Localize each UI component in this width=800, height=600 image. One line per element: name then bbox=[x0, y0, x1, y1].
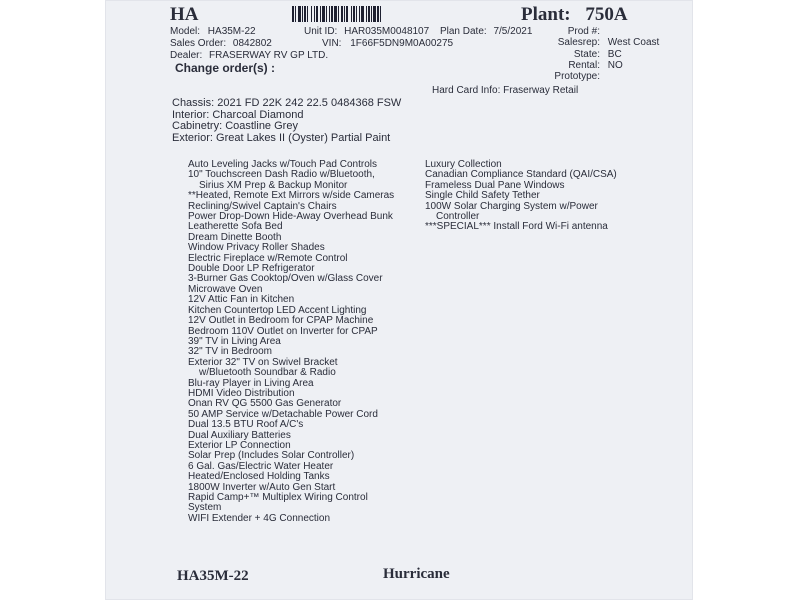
salesrep-value: West Coast bbox=[607, 37, 660, 49]
list-item: Electric Fireplace w/Remote Control bbox=[188, 252, 348, 264]
plan-date-label: Plan Date: bbox=[439, 26, 487, 37]
state-row bbox=[495, 49, 659, 60]
prototype-row bbox=[495, 71, 659, 82]
sales-order-label: Sales Order: bbox=[170, 38, 227, 49]
salesrep-label: Salesrep: bbox=[557, 37, 600, 49]
chassis-spec: Chassis: 2021 FD 22K 242 22.5 0484368 FSW bbox=[172, 97, 402, 109]
list-item: 10" Touchscreen Dash Radio w/Bluetooth, bbox=[188, 169, 375, 181]
list-item: Auto Leveling Jacks w/Touch Pad Controls bbox=[188, 159, 377, 170]
unit-id-label: Unit ID: bbox=[304, 26, 338, 37]
barcode-image bbox=[292, 6, 444, 22]
unit-id-value: HAR035M0048107 bbox=[344, 26, 430, 37]
interior-spec: Interior: Charcoal Diamond bbox=[172, 108, 304, 121]
vin-value: 1F66F5DN9M0A00275 bbox=[350, 38, 454, 49]
dealer-label: Dealer: bbox=[170, 50, 203, 61]
footer-name: Hurricane bbox=[383, 566, 450, 582]
list-item: 100W Solar Charging System w/Power bbox=[425, 200, 598, 212]
list-item: Double Door LP Refrigerator bbox=[188, 263, 315, 275]
list-item: Heated/Enclosed Holding Tanks bbox=[188, 471, 330, 483]
list-item: WIFI Extender + 4G Connection bbox=[188, 512, 331, 524]
list-item: 50 AMP Service w/Detachable Power Cord bbox=[188, 408, 378, 420]
list-item: Rapid Camp+™ Multiplex Wiring Control bbox=[188, 492, 368, 503]
plan-date-value: 7/5/2021 bbox=[493, 26, 533, 37]
info-right bbox=[495, 26, 659, 82]
list-item: System bbox=[188, 502, 222, 514]
features-left-list bbox=[188, 160, 394, 524]
list-item: 1800W Inverter w/Auto Gen Start bbox=[188, 481, 336, 493]
prototype-label: Prototype: bbox=[554, 71, 600, 83]
list-item: Exterior 32" TV on Swivel Bracket bbox=[188, 356, 338, 368]
list-item: Kitchen Countertop LED Accent Lighting bbox=[188, 304, 367, 316]
hard-card-info: Hard Card Info: Fraserway Retail bbox=[432, 85, 579, 96]
list-item: Onan RV QG 5500 Gas Generator bbox=[188, 398, 342, 410]
list-item: Exterior LP Connection bbox=[188, 439, 291, 451]
list-item: 3-Burner Gas Cooktop/Oven w/Glass Cover bbox=[188, 273, 383, 285]
list-item: Dream Dinette Booth bbox=[188, 231, 282, 243]
change-orders-label: Change order(s) : bbox=[175, 61, 276, 75]
dealer-value: FRASERWAY RV GP LTD. bbox=[209, 50, 329, 61]
state-value: BC bbox=[607, 48, 622, 60]
rental-label: Rental: bbox=[568, 59, 600, 71]
list-item: 39" TV in Living Area bbox=[188, 335, 281, 347]
list-item: 32" TV in Bedroom bbox=[188, 346, 272, 358]
list-item: 12V Outlet in Bedroom for CPAP Machine bbox=[188, 315, 374, 327]
list-item: HDMI Video Distribution bbox=[188, 387, 295, 399]
list-item: 6 Gal. Gas/Electric Water Heater bbox=[188, 460, 334, 472]
list-item: ***SPECIAL*** Install Ford Wi-Fi antenna bbox=[425, 221, 608, 233]
features-right-list bbox=[425, 160, 617, 233]
list-item: w/Bluetooth Soundbar & Radio bbox=[199, 367, 336, 379]
list-item: Single Child Safety Tether bbox=[425, 190, 540, 202]
footer-model: HA35M-22 bbox=[177, 568, 249, 584]
list-item: Microwave Oven bbox=[188, 283, 263, 295]
plant-info bbox=[521, 4, 628, 26]
rental-value: NO bbox=[607, 59, 623, 71]
list-item: Canadian Compliance Standard (QAI/CSA) bbox=[425, 169, 617, 181]
sales-order-value: 0842802 bbox=[232, 38, 272, 49]
rental-row bbox=[495, 60, 659, 71]
salesrep-row bbox=[495, 37, 659, 48]
list-item: Frameless Dual Pane Windows bbox=[425, 179, 565, 191]
prod-label: Prod #: bbox=[567, 26, 600, 37]
list-item: 12V Attic Fan in Kitchen bbox=[188, 294, 295, 306]
state-label: State: bbox=[573, 48, 600, 60]
list-item: Window Privacy Roller Shades bbox=[188, 242, 325, 254]
list-item: Power Drop-Down Hide-Away Overhead Bunk bbox=[188, 211, 393, 223]
list-item: Bedroom 110V Outlet on Inverter for CPAP bbox=[188, 325, 378, 337]
list-item: Sirius XM Prep & Backup Monitor bbox=[199, 179, 348, 191]
plant-label: Plant: bbox=[521, 4, 571, 25]
model-label: Model: bbox=[170, 26, 201, 37]
cabinetry-spec: Cabinetry: Coastline Grey bbox=[172, 120, 298, 132]
list-item: Solar Prep (Includes Solar Controller) bbox=[188, 450, 355, 462]
build-sheet-document bbox=[105, 0, 693, 600]
list-item: Leatherette Sofa Bed bbox=[188, 221, 283, 233]
specs-block bbox=[172, 98, 401, 144]
list-item: Dual 13.5 BTU Roof A/C's bbox=[188, 419, 304, 431]
list-item: Controller bbox=[436, 211, 480, 223]
list-item: Reclining/Swivel Captain's Chairs bbox=[188, 200, 337, 212]
list-item: **Heated, Remote Ext Mirrors w/side Cameras bbox=[188, 190, 395, 202]
plant-value: 750A bbox=[585, 4, 628, 25]
vin-label: VIN: bbox=[322, 38, 342, 49]
exterior-spec: Exterior: Great Lakes II (Oyster) Partial Paint bbox=[172, 131, 391, 144]
list-item: Luxury Collection bbox=[425, 159, 502, 170]
series-code: HA bbox=[170, 4, 199, 25]
model-value: HA35M-22 bbox=[207, 26, 256, 37]
list-item: Blu-ray Player in Living Area bbox=[188, 377, 314, 389]
list-item: Dual Auxiliary Batteries bbox=[188, 429, 291, 441]
prod-row bbox=[495, 26, 659, 37]
